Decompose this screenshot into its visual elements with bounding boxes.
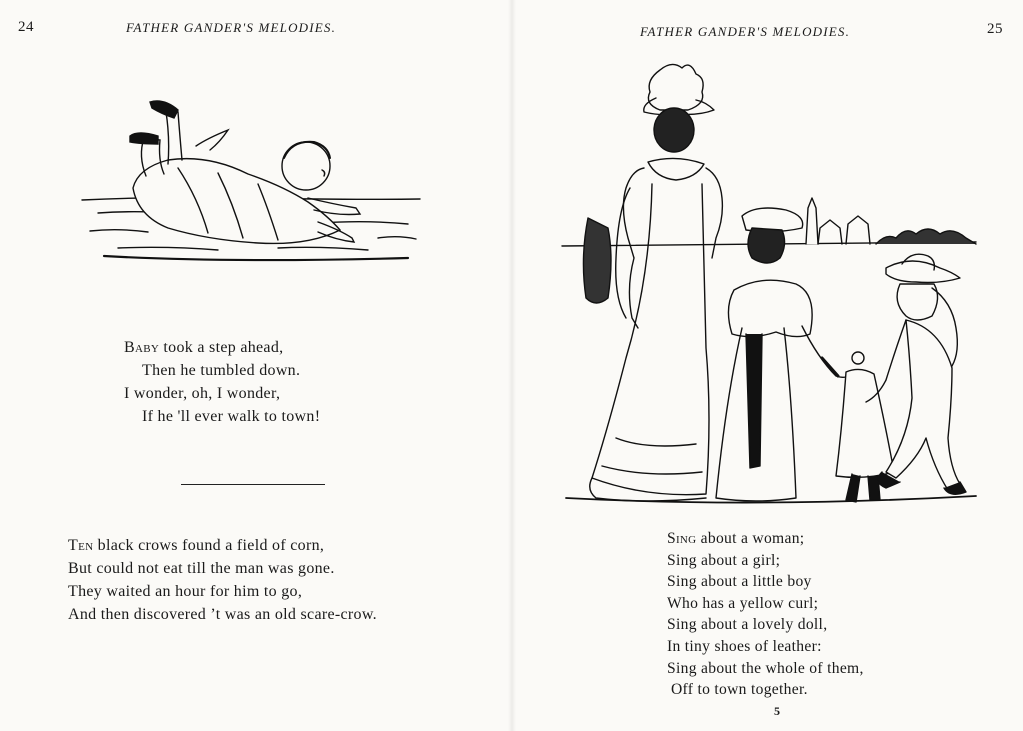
poem-line: Sing about a lovely doll, bbox=[667, 616, 828, 634]
drop-lead: Ten bbox=[68, 537, 94, 554]
poem-line: Sing about a little boy bbox=[667, 573, 812, 591]
poem-line: If he 'll ever walk to town! bbox=[142, 408, 321, 425]
poem-crows bbox=[68, 534, 377, 626]
poem-line: Off to town together. bbox=[671, 681, 808, 699]
poem-line: I wonder, oh, I wonder, bbox=[124, 385, 281, 402]
page-number: 25 bbox=[987, 21, 1003, 37]
page-number: 24 bbox=[18, 19, 34, 35]
poem-sing bbox=[667, 528, 864, 701]
poem-line: Then he tumbled down. bbox=[142, 362, 301, 379]
poem-line: And then discovered ’t was an old scare-crow. bbox=[68, 606, 377, 623]
running-title: FATHER GANDER'S MELODIES. bbox=[640, 24, 851, 39]
poem-line: Sing about a girl; bbox=[667, 551, 781, 569]
poem-line: In tiny shoes of leather: bbox=[667, 637, 822, 655]
poem-line: Sing about the whole of them, bbox=[667, 659, 864, 677]
poem-line: They waited an hour for him to go, bbox=[68, 583, 303, 600]
family-walking-illustration bbox=[556, 58, 981, 513]
drop-lead: Sing bbox=[667, 530, 697, 547]
drop-lead: Baby bbox=[124, 339, 160, 356]
running-title: FATHER GANDER'S MELODIES. bbox=[126, 20, 337, 35]
poem-line: Ten black crows found a field of corn, bbox=[68, 537, 325, 554]
signature-mark: 5 bbox=[774, 704, 780, 718]
poem-line: Baby took a step ahead, bbox=[124, 339, 284, 356]
right-page bbox=[512, 0, 1023, 731]
crawling-baby-illustration bbox=[78, 98, 428, 273]
poem-baby bbox=[124, 336, 320, 428]
poem-line: Who has a yellow curl; bbox=[667, 594, 819, 612]
section-divider bbox=[181, 484, 325, 485]
poem-line: Sing about a woman; bbox=[667, 530, 805, 547]
poem-line: But could not eat till the man was gone. bbox=[68, 560, 335, 577]
